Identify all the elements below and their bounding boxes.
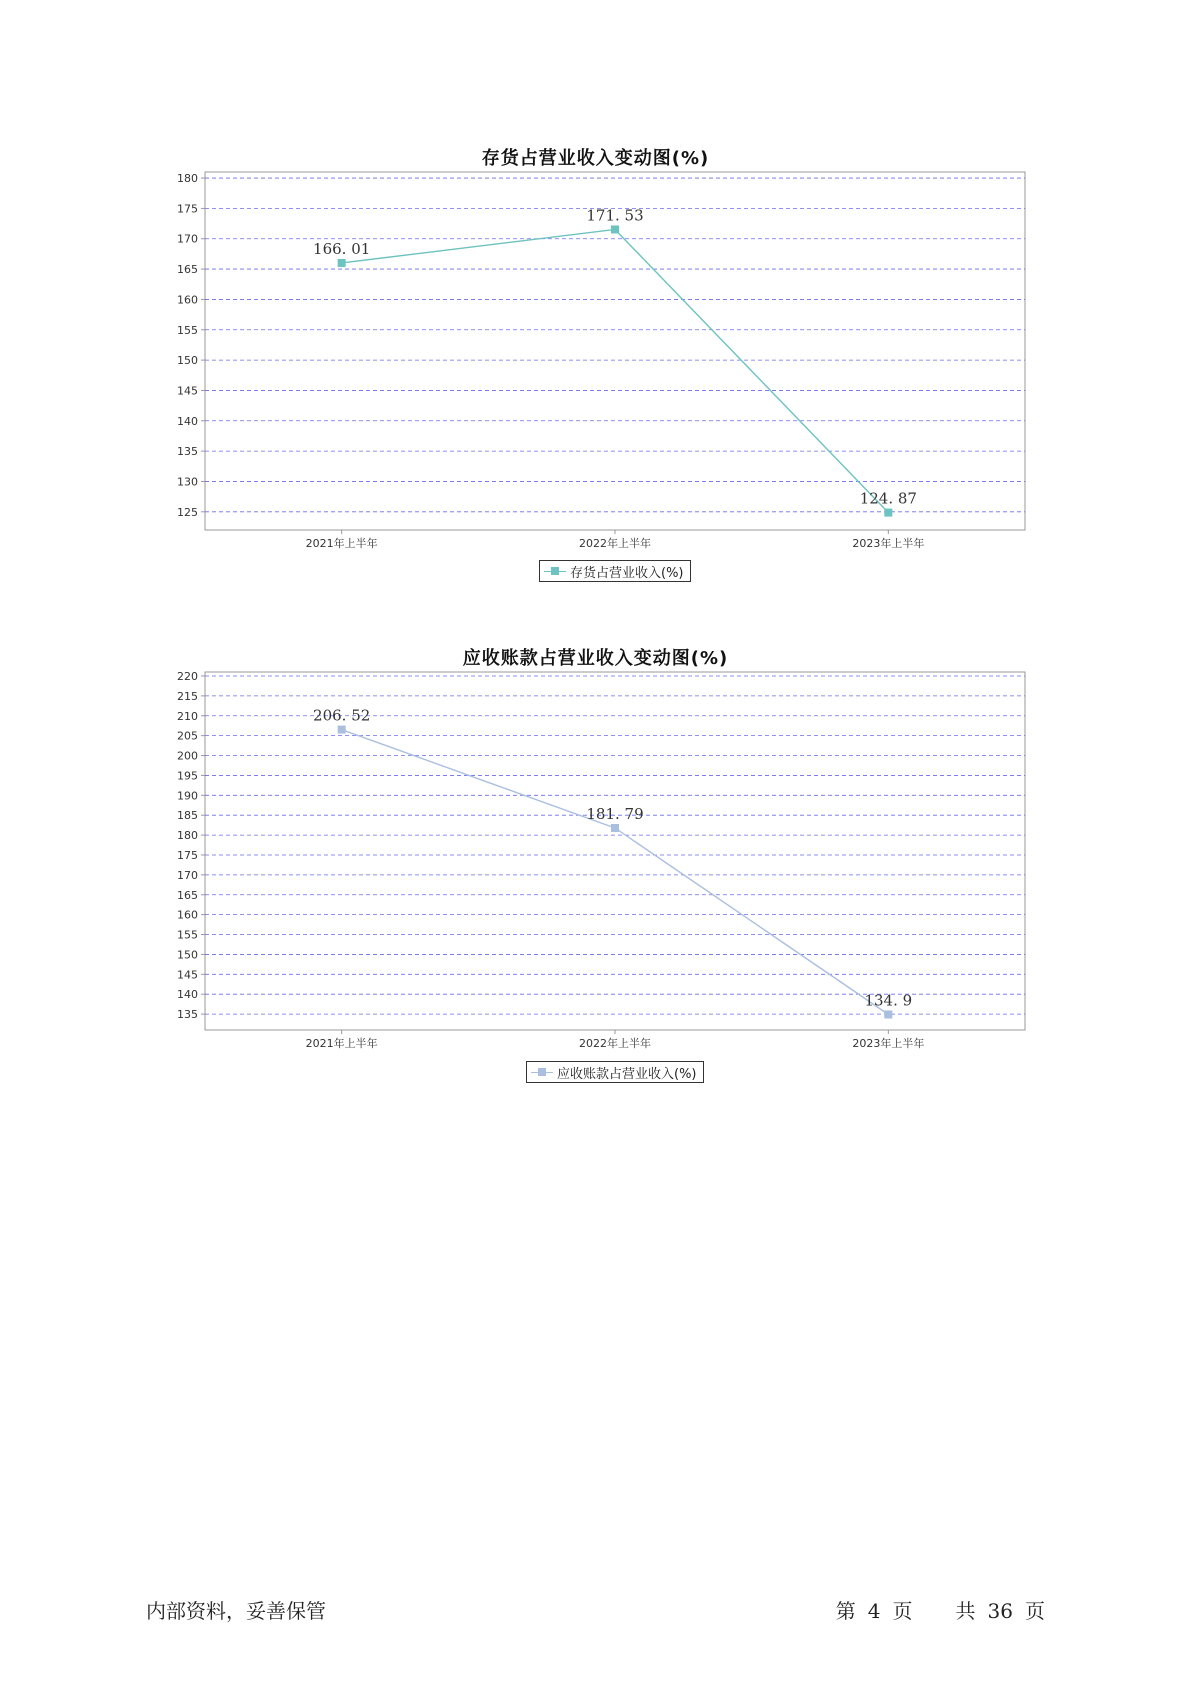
y-tick-label: 145 [177,384,198,398]
data-label: 171. 53 [586,206,644,225]
data-label: 166. 01 [313,239,371,258]
y-tick-label: 155 [177,928,198,942]
y-tick-label: 145 [177,968,198,982]
y-tick-label: 175 [177,202,198,216]
footer-page-indicator [830,1595,1051,1624]
data-label: 124. 87 [859,489,917,508]
y-tick-label: 140 [177,988,198,1002]
y-tick-label: 210 [177,709,198,723]
y-tick-label: 195 [177,769,198,783]
data-point [338,259,346,267]
data-point [611,824,619,832]
y-tick-label: 130 [177,475,198,489]
y-tick-label: 170 [177,232,198,246]
y-tick-label: 185 [177,809,198,823]
y-tick-label: 200 [177,749,198,763]
page-unit: 页 [892,1599,913,1623]
page-prefix: 第 [835,1599,856,1623]
data-point [884,509,892,517]
legend-label: 应收账款占营业收入(%) [557,1066,697,1082]
chart-legend [526,1061,704,1083]
data-point [884,1010,892,1018]
y-tick-label: 140 [177,414,198,428]
y-tick-label: 150 [177,948,198,962]
y-tick-label: 125 [177,505,198,519]
total-pages: 36 [987,1599,1013,1623]
y-tick-label: 160 [177,293,198,307]
plot-frame [205,672,1025,1030]
data-point [338,726,346,734]
data-label: 206. 52 [313,706,371,725]
x-tick-label: 2022年上半年 [579,1037,651,1050]
x-tick-label: 2023年上半年 [852,1037,925,1050]
y-tick-label: 165 [177,888,198,902]
y-tick-label: 165 [177,263,198,277]
data-label: 134. 9 [864,991,913,1010]
x-tick-label: 2021年上半年 [305,537,378,550]
y-tick-label: 205 [177,729,198,743]
total-prefix: 共 [955,1599,976,1623]
y-tick-label: 135 [177,1008,198,1022]
y-tick-label: 150 [177,354,198,368]
y-tick-label: 215 [177,689,198,703]
total-unit: 页 [1025,1599,1045,1623]
data-label: 181. 79 [586,804,644,823]
y-tick-label: 180 [177,829,198,843]
page-number: 4 [867,1599,881,1623]
y-tick-label: 170 [177,868,198,882]
data-point [611,225,619,233]
legend-label: 存货占营业收入(%) [570,565,684,581]
y-tick-label: 180 [177,172,198,186]
y-tick-label: 175 [177,848,198,862]
y-tick-label: 160 [177,908,198,922]
chart-title: 应收账款占营业收入变动图(%) [462,648,729,669]
chart-title: 存货占营业收入变动图(%) [481,148,710,169]
footer-confidential-note: 内部资料，妥善保管 [146,1599,326,1623]
y-tick-label: 155 [177,323,198,337]
chart-plot [0,630,1191,1090]
y-tick-label: 190 [177,789,198,803]
x-tick-label: 2023年上半年 [852,537,925,550]
y-tick-label: 135 [177,445,198,459]
chart-plot [0,130,1191,590]
x-tick-label: 2022年上半年 [579,537,651,550]
legend-swatch-icon [544,565,566,577]
chart-legend [539,560,691,582]
x-tick-label: 2021年上半年 [305,1037,378,1050]
legend-swatch-icon [531,1066,553,1078]
y-tick-label: 220 [177,669,198,683]
